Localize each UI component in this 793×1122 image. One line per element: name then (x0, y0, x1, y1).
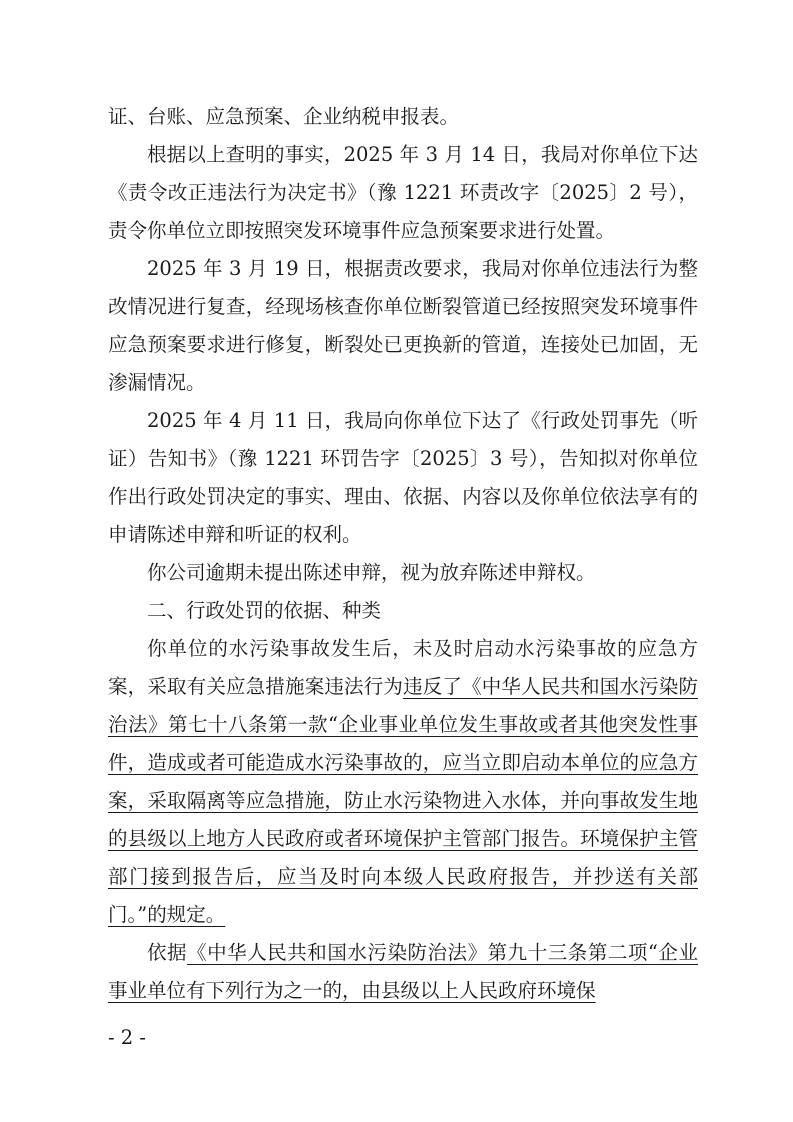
paragraph-correction-order: 根据以上查明的事实，2025 年 3 月 14 日，我局对你单位下达《责令改正违法行为决定书》（豫 1221 环责改字〔2025〕2 号），责令你单位立即按照突发环境事件应急预案要求进行处置。 (108, 143, 698, 242)
paragraph-penalty-basis (108, 934, 698, 1010)
penalty-underlined-citation: 《中华人民共和国水污染防治法》第九十三条第二项“企业事业单位有下列行为之一的，由县级以上人民政府环境保 (108, 941, 698, 1002)
paragraph-violation (108, 630, 698, 934)
paragraph-hearing-notice: 2025 年 4 月 11 日，我局向你单位下达了《行政处罚事先（听证）告知书》（豫 1221 环罚告字〔2025〕3 号），告知拟对你单位作出行政处罚决定的事实、理由、依据、内容以及你单位依法享有的申请陈述申辩和听证的权利。 (108, 409, 698, 546)
section-heading-basis: 二、行政处罚的依据、种类 (147, 599, 382, 622)
document-body (108, 98, 698, 1010)
violation-underlined-citation: 违反了《中华人民共和国水污染防治法》第七十八条第一款“企业事业单位发生事故或者其他突发性事件，造成或者可能造成水污染事故的，应当立即启动本单位的应急方案，采取隔离等应急措施，防止水污染物进入水体，并向事故发生地的县级以上地方人民政府或者环境保护主管部门报告。环境保护主管部门接到报告后，应当及时向本级人民政府报告，并抄送有关部门。”的规定。 (108, 675, 698, 926)
page-number: - 2 - (108, 1026, 146, 1049)
paragraph-evidence-list: 证、台账、应急预案、企业纳税申报表。 (108, 105, 460, 128)
paragraph-recheck: 2025 年 3 月 19 日，根据责改要求，我局对你单位违法行为整改情况进行复查，经现场核查你单位断裂管道已经按照突发环境事件应急预案要求进行修复，断裂处已更换新的管道，连接处已加固，无渗漏情况。 (108, 257, 698, 394)
penalty-plain-text: 依据 (147, 941, 188, 964)
paragraph-no-defense: 你公司逾期未提出陈述申辩，视为放弃陈述申辩权。 (147, 561, 596, 584)
violation-plain-text: 你单位的水污染事故发生后，未及时启动水污染事故的应急方案，采取有关应急措施案违法行为 (108, 637, 698, 698)
